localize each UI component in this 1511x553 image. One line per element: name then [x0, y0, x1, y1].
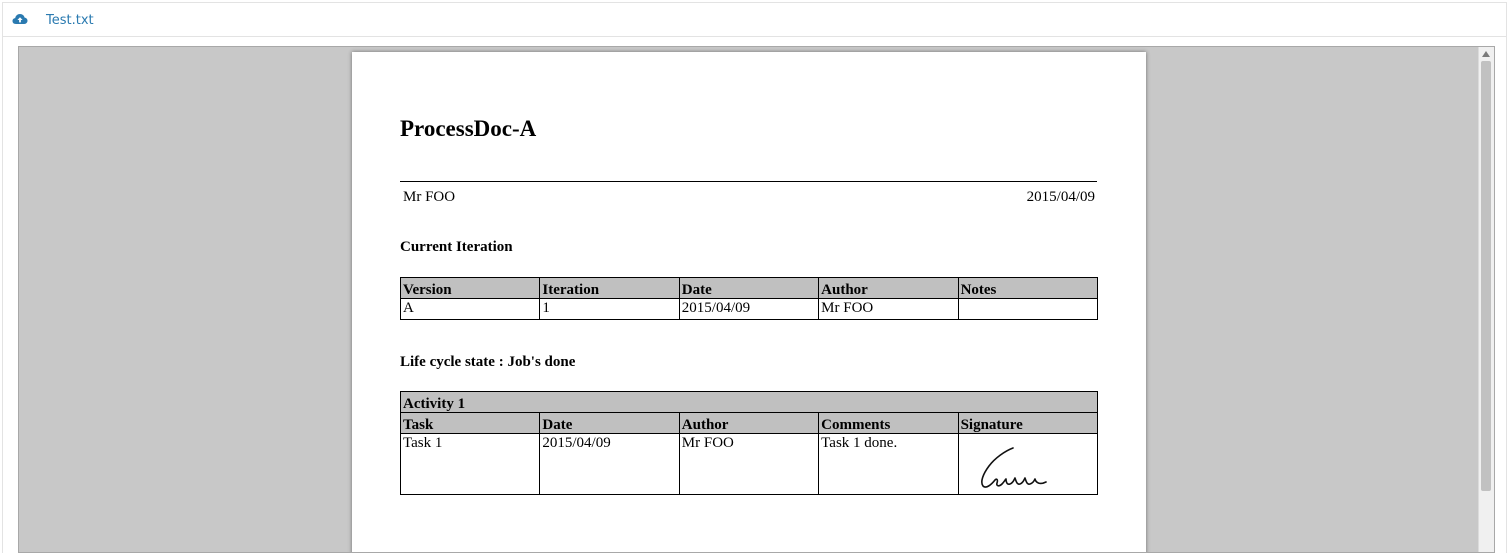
column-header: Iteration	[540, 278, 679, 299]
table-cell: Task 1	[401, 434, 540, 495]
column-header: Date	[540, 413, 679, 434]
table-cell: Mr FOO	[819, 299, 958, 320]
cloud-upload-icon	[12, 12, 28, 26]
title-divider	[400, 181, 1097, 182]
current-iteration-heading: Current Iteration	[400, 239, 513, 255]
activity-header-row	[401, 392, 1098, 413]
column-header: Version	[401, 278, 540, 299]
column-header: Notes	[958, 278, 1097, 299]
signature-image	[961, 442, 1053, 494]
vertical-scrollbar[interactable]	[1478, 47, 1494, 552]
table-row	[401, 299, 1098, 320]
table-row	[401, 434, 1098, 495]
activity-label: Activity 1	[401, 392, 1098, 413]
scroll-thumb[interactable]	[1481, 61, 1491, 491]
column-header: Signature	[958, 413, 1097, 434]
table-cell	[958, 299, 1097, 320]
activity-table	[400, 391, 1098, 495]
table-cell: 2015/04/09	[540, 434, 679, 495]
signature-cell	[958, 434, 1097, 495]
table-header-row	[401, 413, 1098, 434]
lifecycle-heading: Life cycle state : Job's done	[400, 354, 576, 370]
column-header: Author	[679, 413, 818, 434]
document-author: Mr FOO	[403, 189, 456, 205]
column-header: Comments	[819, 413, 958, 434]
file-name-link[interactable]: Test.txt	[46, 13, 94, 28]
document-date: 2015/04/09	[1026, 189, 1095, 205]
header-bar	[2, 2, 1507, 37]
table-cell: A	[401, 299, 540, 320]
document-page	[352, 52, 1146, 553]
document-viewer[interactable]	[18, 46, 1495, 553]
table-cell: 1	[540, 299, 679, 320]
table-cell: Task 1 done.	[819, 434, 958, 495]
document-title: ProcessDoc-A	[400, 116, 537, 141]
table-cell: 2015/04/09	[679, 299, 818, 320]
table-cell: Mr FOO	[679, 434, 818, 495]
current-iteration-table	[400, 277, 1098, 320]
table-header-row	[401, 278, 1098, 299]
scroll-up-arrow-icon[interactable]	[1482, 51, 1490, 57]
column-header: Author	[819, 278, 958, 299]
column-header: Task	[401, 413, 540, 434]
column-header: Date	[679, 278, 818, 299]
